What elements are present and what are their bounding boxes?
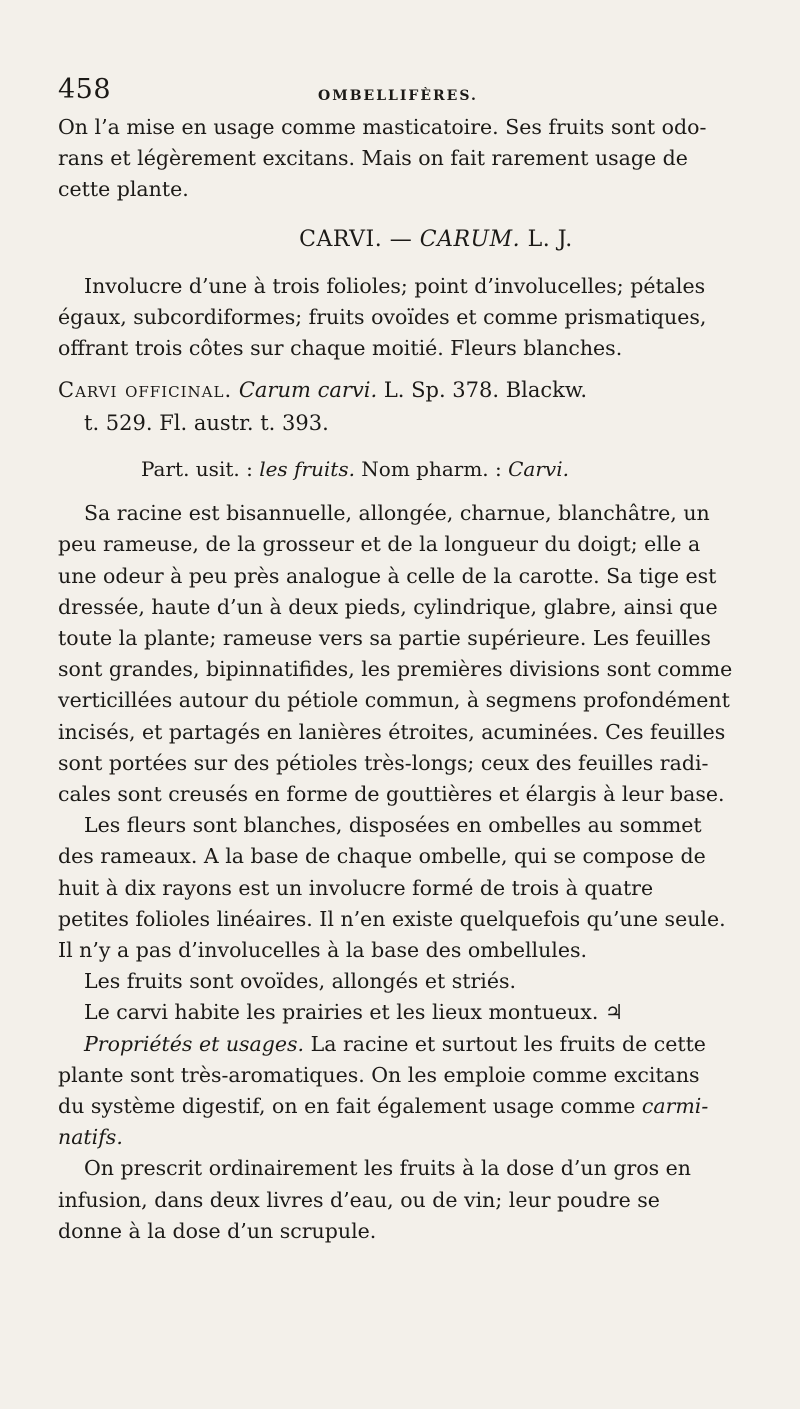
flowers-paragraph [58,810,744,966]
pharm-name: Carvi. [508,457,569,482]
properties-text: La racine et surtout les fruits de cette [304,1031,706,1056]
text-line: Il n’y a pas d’involucelles à la base des ombellules. [58,938,587,963]
pharm-label: Nom pharm. : [354,457,509,482]
text-line: verticillées autour du pétiole commun, à segmens profondément [58,688,730,713]
text-line: sont grandes, bipinnatifides, les premières divisions sont comme [58,657,733,682]
usage-parts: les fruits. [259,457,355,482]
species-reference: L. Sp. 378. Blackw. [377,378,588,403]
page-header [58,74,742,112]
text-line: petites folioles linéaires. Il n’en existe quelquefois qu’une seule. [58,906,726,931]
text-line: sont portées sur des pétioles très-longs; ceux des feuilles radi- [58,750,709,775]
text-line: Sa racine est bisannuelle, allongée, charnue, blanchâtre, un [84,501,710,526]
text-line: donne à la dose d’un scrupule. [58,1218,377,1243]
text-line: natifs. [58,1125,123,1150]
genus-description [58,271,744,365]
dosage-paragraph [58,1153,744,1247]
text-line [58,1029,744,1060]
properties-label: Propriétés et usages. [84,1031,305,1056]
text-line: égaux, subcordiformes; fruits ovoïdes et comme prismatiques, [58,304,707,329]
text-line: une odeur à peu près analogue à celle de la carotte. Sa tige est [58,563,717,588]
properties-paragraph [58,1029,744,1154]
text-line: Involucre d’une à trois folioles; point d’involucelles; pétales [84,273,706,298]
text-line: toute la plante; rameuse vers sa partie supérieure. Les feuilles [58,626,711,651]
usage-label: Part. usit. : [141,457,260,482]
properties-italic: carmi- [641,1094,709,1119]
text-line [58,1091,744,1122]
intro-paragraph [58,112,744,206]
habitat-paragraph: Le carvi habite les prairies et les lieux montueux. ♃ [84,1000,624,1025]
properties-text: du système digestif, on en fait également usage comme [58,1094,642,1119]
body-text [58,112,744,1247]
species-common-name: Carvi officinal. [58,378,233,403]
species-line [58,374,744,407]
text-line: offrant trois côtes sur chaque moitié. Fleurs blanches. [58,336,623,361]
genus-name: CARVI. [299,226,383,252]
usage-line [58,454,744,484]
text-line: dressée, haute d’un à deux pieds, cylindrique, glabre, ainsi que [58,594,718,619]
text-line: plante sont très-aromatiques. On les emploie comme excitans [58,1062,700,1087]
text-line: On prescrit ordinairement les fruits à la dose d’un gros en [84,1156,691,1181]
genus-latin-name: CARUM. [419,226,521,252]
text-line: des rameaux. A la base de chaque ombelle, qui se compose de [58,844,706,869]
running-head: OMBELLIFÈRES. [318,88,478,104]
genus-heading [58,227,744,252]
text-line: rans et légèrement excitans. Mais on fait rarement usage de [58,146,688,171]
page-number: 458 [58,74,112,105]
text-line: Les fleurs sont blanches, disposées en ombelles au sommet [84,813,702,838]
text-line: On l’a mise en usage comme masticatoire. Ses fruits sont odo- [58,115,707,139]
text-line: cette plante. [58,177,189,202]
text-line: peu rameuse, de la grosseur et de la longueur du doigt; elle a [58,532,701,557]
text-line: cales sont creusés en forme de gouttières et élargis à leur base. [58,782,725,807]
text-line: huit à dix rayons est un involucre formé de trois à quatre [58,875,654,900]
text-line: infusion, dans deux livres d’eau, ou de vin; leur poudre se [58,1187,660,1212]
description-paragraph [58,498,744,810]
species-scientific-name: Carum carvi. [238,378,378,403]
genus-authority: L. J. [520,226,573,252]
heading-dash: — [382,226,420,252]
text-line: incisés, et partagés en lanières étroites, acuminées. Ces feuilles [58,719,726,744]
fruits-paragraph: Les fruits sont ovoïdes, allongés et striés. [84,969,516,994]
species-heading [58,374,744,440]
species-reference-cont: t. 529. Fl. austr. t. 393. [84,411,329,436]
